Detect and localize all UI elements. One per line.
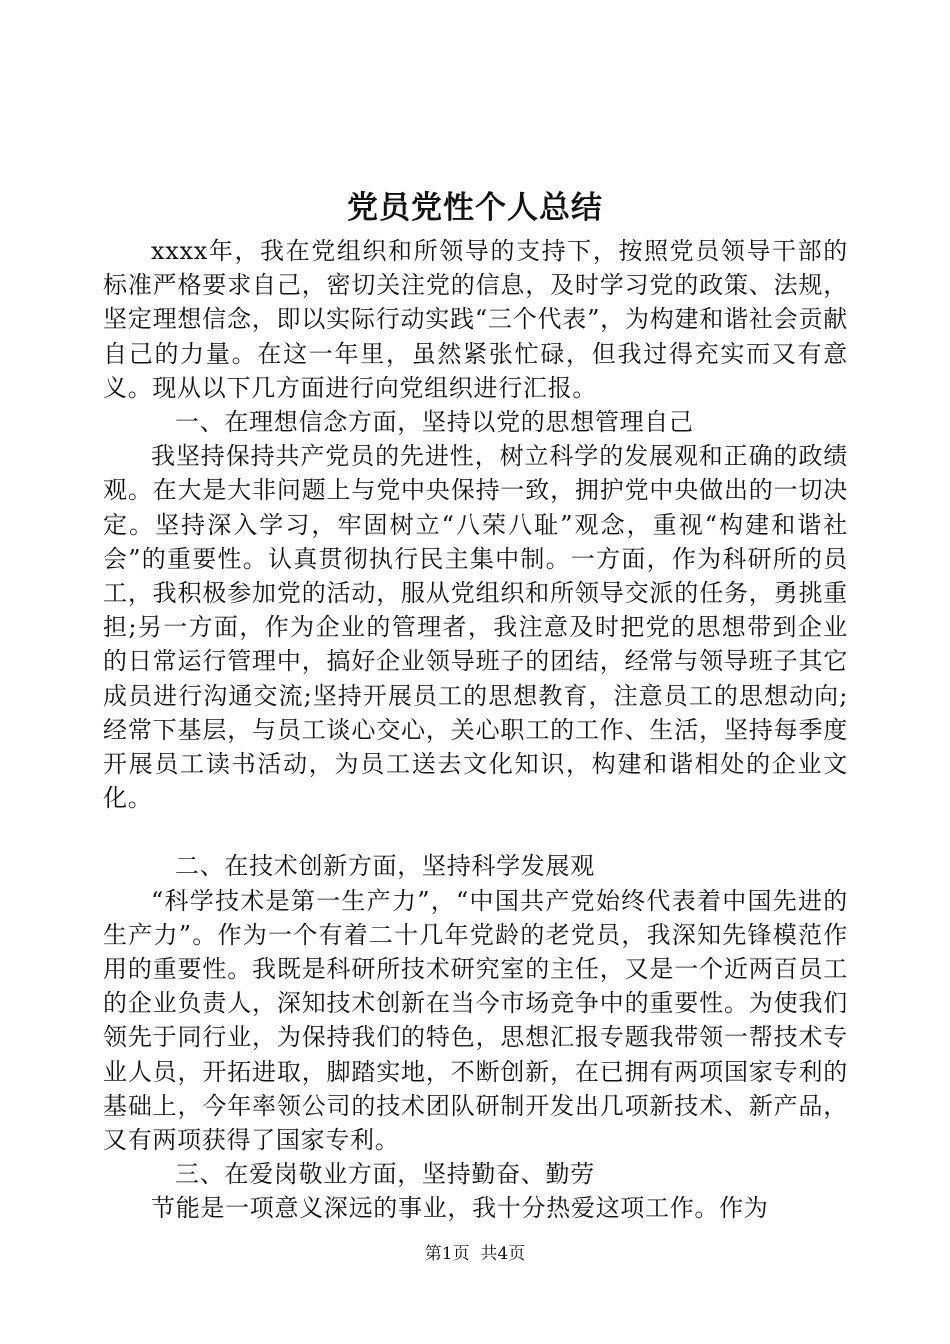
paragraph-intro: xxxx年，我在党组织和所领导的支持下，按照党员领导干部的标准严格要求自己，密切关注党的信息，及时学习党的政策、法规，坚定理想信念，即以实际行动实践“三个代表”，为构建和谐社会贡献自己的力量。在这一年里，虽然紧张忙碌，但我过得充实而又有意义。现从以下几方面进行向党组织进行汇报。 <box>103 237 848 402</box>
footer-separator <box>470 1244 481 1264</box>
page-total: 共4页 <box>480 1244 526 1264</box>
document-title: 党员党性个人总结 <box>347 190 603 226</box>
paragraph-section-1: 我坚持保持共产党员的先进性，树立科学的发展观和正确的政绩观。在大是大非问题上与党中央保持一致，拥护党中央做出的一切决定。坚持深入学习，牢固树立“八荣八耻”观念，重视“构建和谐社会”的重要性。认真贯彻执行民主集中制。一方面，作为科研所的员工，我积极参加党的活动，服从党组织和所领导交派的任务，勇挑重担;另一方面，作为企业的管理者，我注意及时把党的思想带到企业的日常运行管理中，搞好企业领导班子的团结，经常与领导班子其它成员进行沟通交流;坚持开展员工的思想教育，注意员工的思想动向;经常下基层，与员工谈心交心，关心职工的工作、生活，坚持每季度开展员工读书活动，为员工送去文化知识，构建和谐相处的企业文化。 <box>103 442 848 813</box>
page-number: 第1页 <box>424 1244 470 1264</box>
blank-line <box>103 815 848 849</box>
page-footer <box>0 1243 950 1265</box>
section-heading-2: 二、在技术创新方面，坚持科学发展观 <box>175 852 595 881</box>
section-heading-1: 一、在理想信念方面，坚持以党的思想管理自己 <box>175 408 694 437</box>
paragraph-section-3: 节能是一项意义深远的事业，我十分热爱这项工作。作为 <box>151 1194 769 1223</box>
section-heading-3: 三、在爱岗敬业方面，坚持勤奋、勤劳 <box>175 1160 595 1189</box>
document-body <box>103 234 848 1226</box>
paragraph-section-2: “科学技术是第一生产力”，“中国共产党始终代表着中国先进的生产力”。作为一个有着二十几年党龄的老党员，我深知先锋模范作用的重要性。我既是科研所技术研究室的主任，又是一个近两百员工的企业负责人，深知技术创新在当今市场竞争中的重要性。为使我们领先于同行业，为保持我们的特色，思想汇报专题我带领一帮技术专业人员，开拓进取，脚踏实地，不断创新，在已拥有两项国家专利的基础上，今年率领公司的技术团队研制开发出几项新技术、新产品，又有两项获得了国家专利。 <box>103 886 848 1155</box>
